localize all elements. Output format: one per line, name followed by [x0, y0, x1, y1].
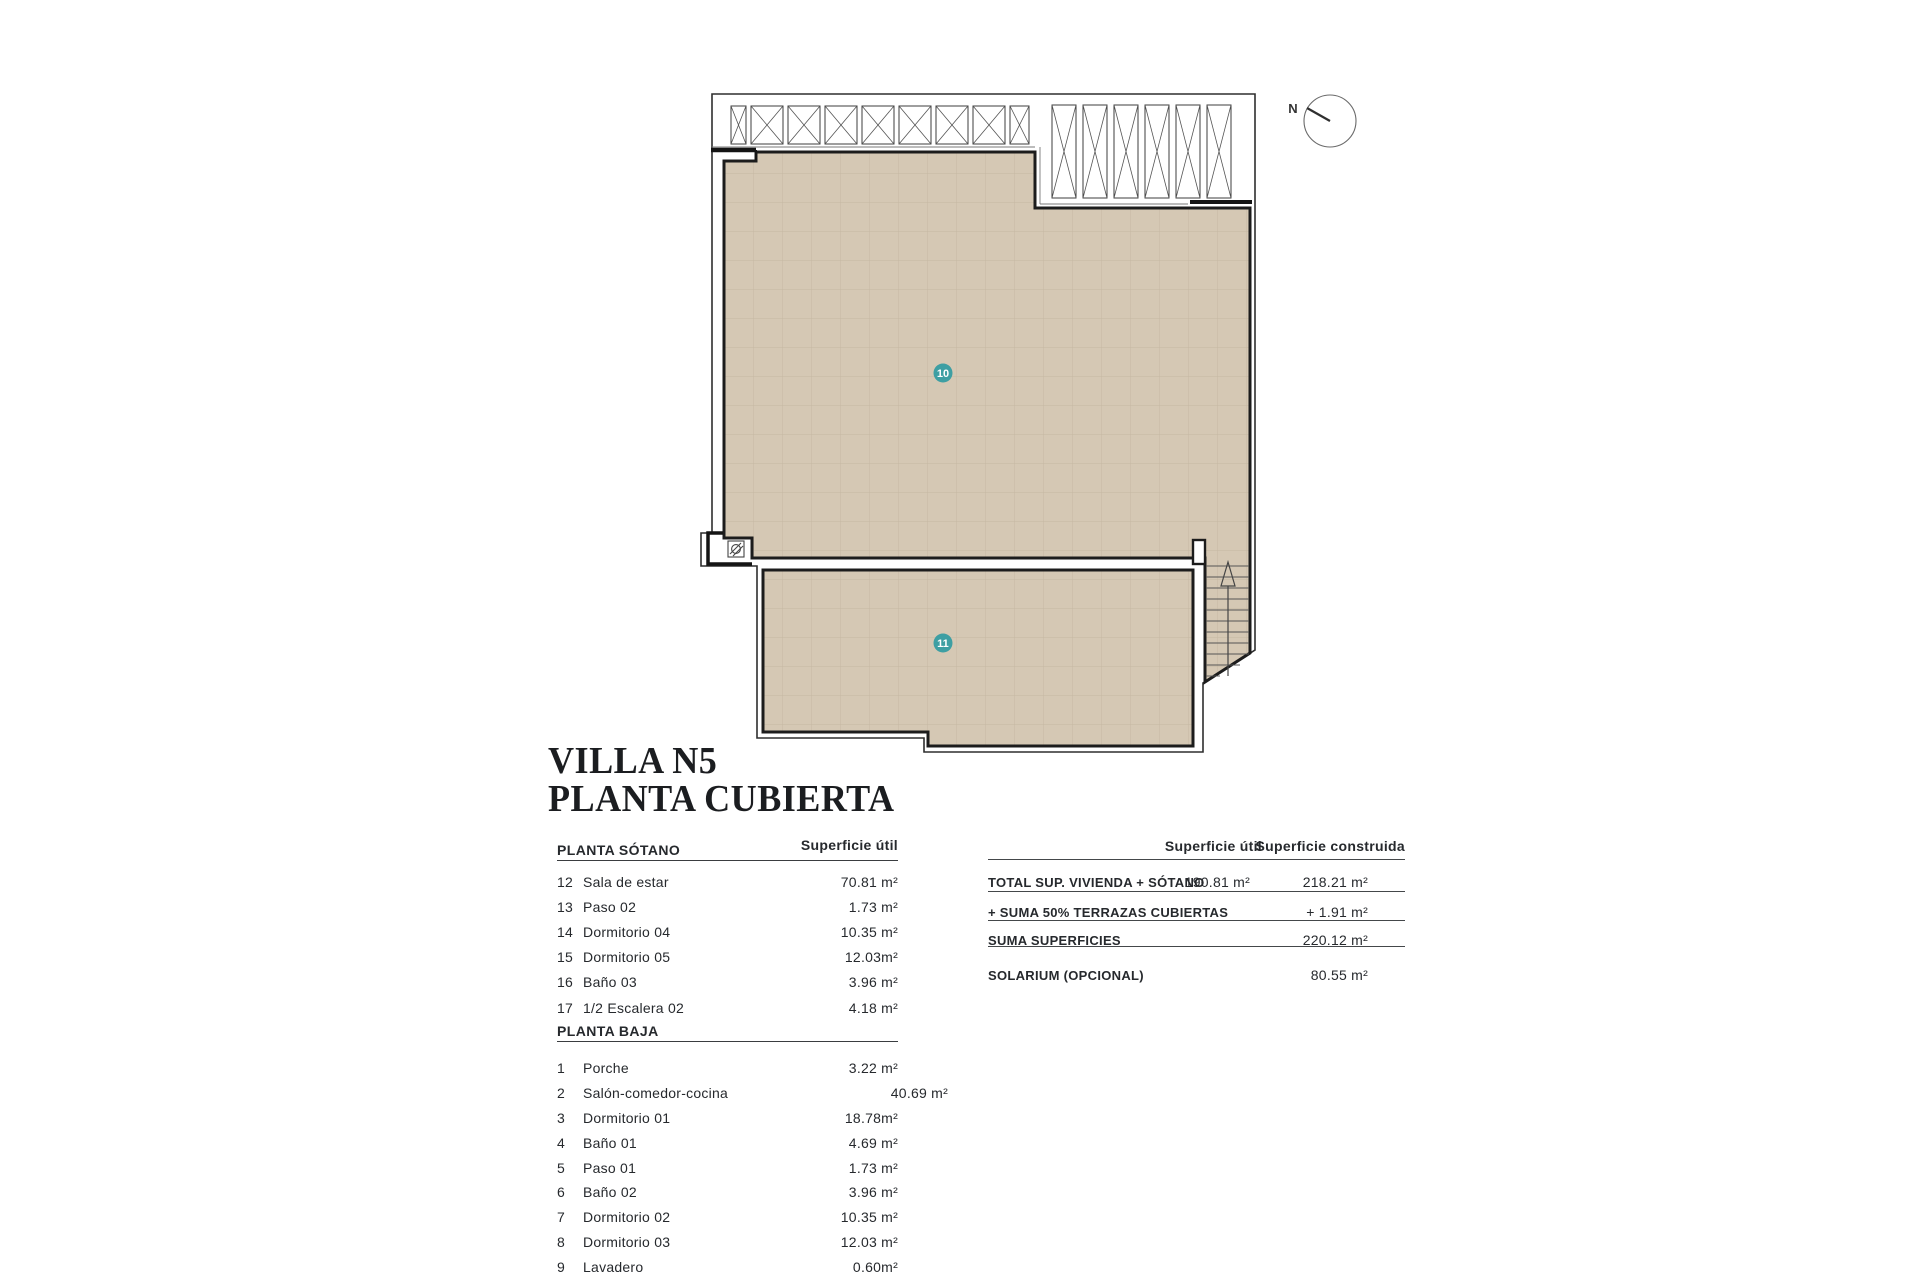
cell-value: 4.18 m²: [848, 999, 898, 1016]
baja-table-header: [557, 1024, 898, 1042]
summary-row-construida: 220.12 m²: [1302, 932, 1368, 948]
stair-landing-notch: [1193, 540, 1205, 564]
cell-num: 12: [557, 873, 574, 890]
summary-row-util: 190.81 m²: [1184, 874, 1250, 890]
cell-name: Dormitorio 05: [583, 949, 671, 966]
cell-name: Dormitorio 04: [583, 923, 671, 940]
cell-num: 16: [557, 974, 574, 991]
sotano-table-header: [557, 837, 898, 861]
table-row: [557, 1155, 898, 1180]
summary-row-construida: 218.21 m²: [1302, 874, 1368, 890]
summary-row-label: + SUMA 50% TERRAZAS CUBIERTAS: [988, 905, 1229, 920]
cell-num: 13: [557, 898, 574, 915]
summary-row-construida: 80.55 m²: [1310, 967, 1368, 983]
cell-value: 3.22 m²: [848, 1060, 898, 1077]
title-line-1: VILLA N5: [548, 740, 718, 782]
sotano-col-header: Superficie útil: [800, 837, 898, 853]
table-row: [557, 1180, 898, 1205]
table-row: [557, 970, 898, 995]
cell-num: 8: [557, 1233, 566, 1250]
summary-divider: [988, 946, 1405, 947]
table-row: [557, 869, 898, 894]
cell-value: 10.35 m²: [840, 923, 898, 940]
summary-row-label: SUMA SUPERFICIES: [988, 933, 1121, 948]
cell-name: Dormitorio 02: [583, 1209, 671, 1226]
summary-row-construida: + 1.91 m²: [1306, 904, 1368, 920]
cell-value: 12.03 m²: [840, 1233, 898, 1250]
table-row: [557, 1230, 898, 1255]
page-title: [548, 742, 895, 818]
cell-name: Porche: [583, 1060, 629, 1077]
marker-11: [934, 634, 953, 653]
svg-text:11: 11: [937, 638, 949, 650]
summary-col2-header: Superficie construida: [1255, 838, 1405, 854]
summary-divider: [988, 891, 1405, 892]
cell-name: Baño 02: [583, 1184, 637, 1201]
cell-name: Baño 01: [583, 1134, 637, 1151]
table-row: [557, 995, 898, 1020]
cell-name: Paso 01: [583, 1159, 637, 1176]
cell-value: 3.96 m²: [848, 974, 898, 991]
table-row: [557, 919, 898, 944]
cell-value: 1.73 m²: [848, 898, 898, 915]
summary-row-label: TOTAL SUP. VIVIENDA + SÓTANO: [988, 875, 1205, 890]
cell-value: 18.78m²: [844, 1109, 898, 1126]
north-compass: [1288, 95, 1356, 147]
table-row: [557, 1081, 948, 1106]
table-row: [557, 1254, 898, 1279]
table-row: [557, 894, 898, 919]
cell-value: 12.03m²: [844, 949, 898, 966]
cell-value: 10.35 m²: [840, 1209, 898, 1226]
north-label: N: [1288, 101, 1298, 116]
cell-value: 4.69 m²: [848, 1134, 898, 1151]
cell-num: 1: [557, 1060, 566, 1077]
cell-num: 3: [557, 1109, 566, 1126]
cell-num: 7: [557, 1209, 566, 1226]
cell-num: 17: [557, 999, 574, 1016]
sotano-header-label: PLANTA SÓTANO: [557, 842, 681, 858]
cell-num: 5: [557, 1159, 566, 1176]
marker-10: [934, 364, 953, 383]
summary-divider: [988, 920, 1405, 921]
cell-name: Lavadero: [583, 1258, 644, 1275]
cell-num: 9: [557, 1258, 566, 1275]
cell-num: 15: [557, 949, 574, 966]
table-row: [557, 1106, 898, 1131]
vent-symbol: [728, 541, 744, 557]
cell-name: Paso 02: [583, 898, 637, 915]
summary-divider: [988, 859, 1405, 860]
table-row: [557, 1056, 898, 1081]
cell-num: 2: [557, 1085, 566, 1102]
cell-name: Baño 03: [583, 974, 637, 991]
cell-num: 4: [557, 1134, 566, 1151]
table-row: [557, 945, 898, 970]
cell-name: Dormitorio 01: [583, 1109, 671, 1126]
cell-num: 14: [557, 923, 574, 940]
table-row: [557, 1130, 898, 1155]
cell-value: 0.60m²: [852, 1258, 898, 1275]
cell-name: Sala de estar: [583, 873, 669, 890]
baja-rows: [557, 1056, 948, 1279]
summary-col1-header: Superficie útil: [1164, 838, 1262, 854]
cell-value: 3.96 m²: [848, 1184, 898, 1201]
title-line-2: PLANTA CUBIERTA: [548, 778, 895, 820]
cell-name: 1/2 Escalera 02: [583, 999, 685, 1016]
cell-value: 70.81 m²: [840, 873, 898, 890]
roof-area-11: [763, 570, 1193, 746]
cell-name: Dormitorio 03: [583, 1233, 671, 1250]
baja-header-label: PLANTA BAJA: [557, 1023, 659, 1039]
cell-value: 1.73 m²: [848, 1159, 898, 1176]
table-row: [557, 1205, 898, 1230]
summary-row-label: SOLARIUM (OPCIONAL): [988, 968, 1144, 983]
roof-plan-drawing: [690, 80, 1430, 780]
cell-value: 40.69 m²: [890, 1085, 948, 1102]
cell-name: Salón-comedor-cocina: [583, 1085, 729, 1102]
summary-table: [988, 836, 1405, 1006]
svg-text:10: 10: [936, 368, 950, 380]
sotano-rows: [557, 869, 898, 1020]
cell-num: 6: [557, 1184, 566, 1201]
